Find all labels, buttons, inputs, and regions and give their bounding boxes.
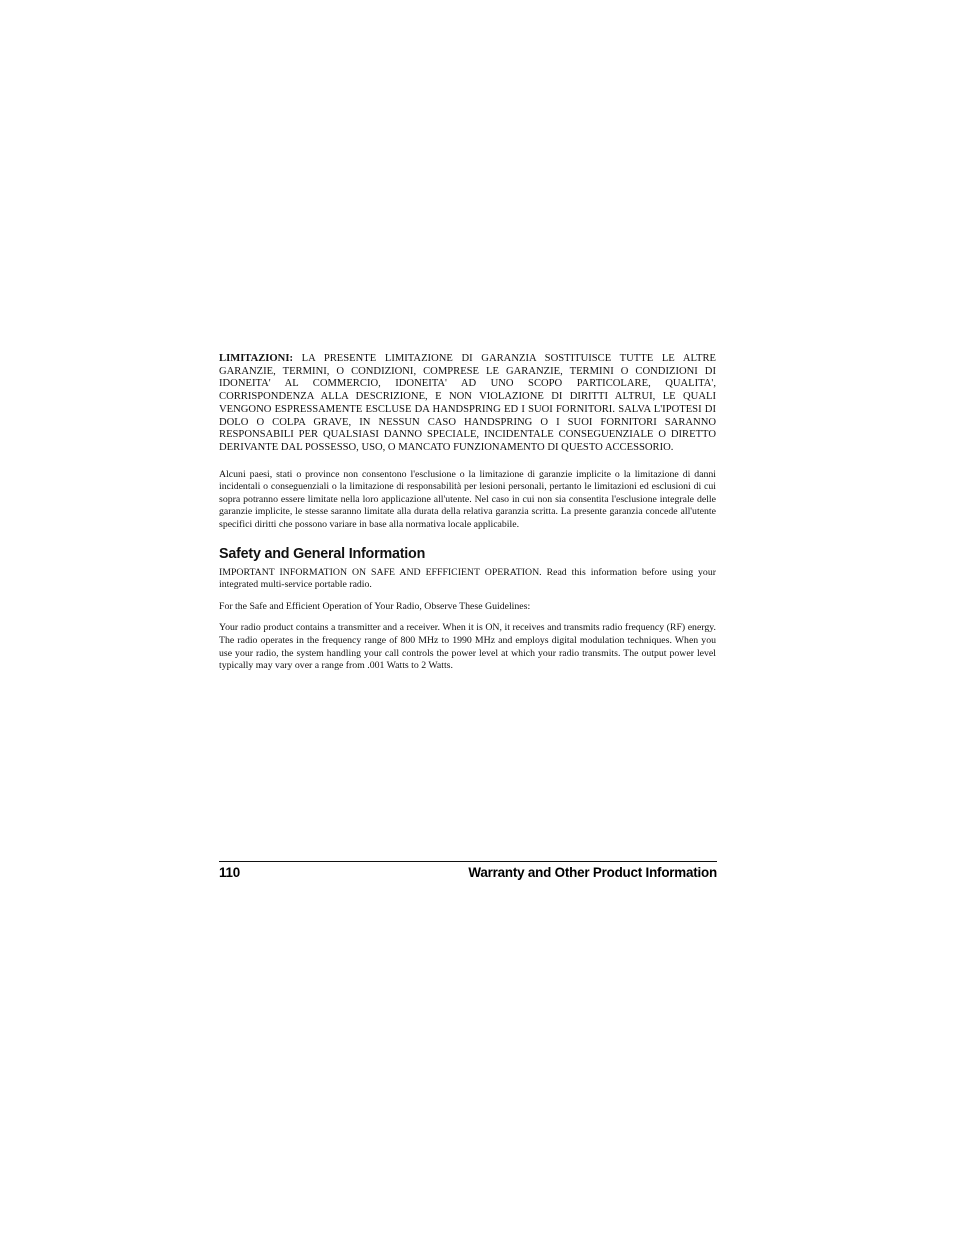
radio-paragraph: Your radio product contains a transmitter and a receiver. When it is ON, it receives and transmits radio frequency (RF) energy. The radio operates in the frequency range of 800 MHz to 1990 MHz and employs digital modulation techniques. When you use your radio, the system handling your call controls the power level at which your radio transmits. The output power level typically may vary over a range from .001 Watts to 2 Watts. (219, 622, 716, 672)
page-content (219, 353, 716, 673)
limitations-text: LA PRESENTE LIMITAZIONE DI GARANZIA SOSTITUISCE TUTTE LE ALTRE GARANZIE, TERMINI, O CONDIZIONI, COMPRESE LE GARANZIE, TERMINI O CONDIZIONI DI IDONEITA' AL COMMERCIO, IDONEITA' AD UNO SCOPO PARTICOLARE, QUALITA', CORRISPONDENZA ALLA DESCRIZIONE, E NON VIOLAZIONE DI DIRITTI ALTRUI, LE QUALI VENGONO ESPRESSAMENTE ESCLUSE DA HANDSPRING ED I SUOI FORNITORI. SALVA L'IPOTESI DI DOLO O COLPA GRAVE, IN NESSUN CASO HANDSPRING O I SUOI FORNITORI SARANNO RESPONSABILI PER QUALSIASI DANNO SPECIALE, INCIDENTALE CONSEGUENZIALE O DIRETTO DERIVANTE DAL POSSESSO, USO, O MANCATO FUNZIONAMENTO DI QUESTO ACCESSORIO. (219, 353, 716, 453)
section-heading: Safety and General Information (219, 545, 426, 562)
limitations-paragraph (219, 353, 716, 455)
guidelines-paragraph: For the Safe and Efficient Operation of Your Radio, Observe These Guidelines: (219, 600, 531, 612)
limitations-lead: LIMITAZIONI: (219, 353, 293, 364)
page-number: 110 (219, 865, 241, 880)
chapter-title: Warranty and Other Product Information (468, 865, 717, 880)
important-paragraph: IMPORTANT INFORMATION ON SAFE AND EFFFICIENT OPERATION. Read this information before using your integrated multi-service portable radio. (219, 566, 716, 591)
exclusions-paragraph: Alcuni paesi, stati o province non consentono l'esclusione o la limitazione di garanzie implicite o la limitazione di danni incidentali o conseguenziali o la limitazione di responsabilità per lesioni personali, pertanto le limitazioni ed esclusioni di cui sopra potranno essere limitate nella loro applicazione all'utente. Nel caso in cui non sia consentita l'esclusione integrale delle garanzie implicite, le stesse saranno limitate alla durata della relativa garanzia scritta. La presente garanzia concede all'utente specifici diritti che possono variare in base alla normativa locale applicabile. (219, 468, 716, 530)
page-footer (219, 861, 717, 880)
